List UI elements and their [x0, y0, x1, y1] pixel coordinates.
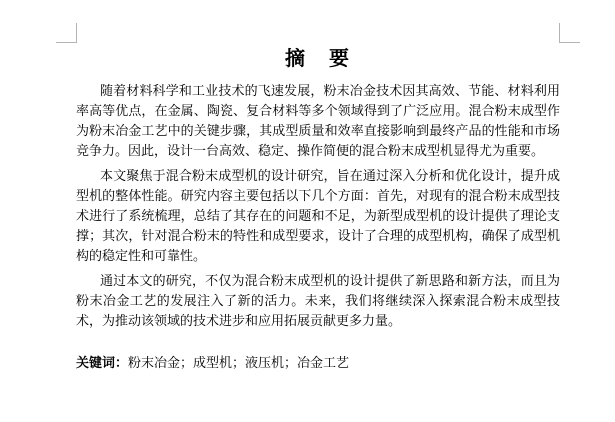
keywords-label: 关键词：	[76, 355, 129, 370]
abstract-paragraph-3: 通过本文的研究，不仅为混合粉末成型机的设计提供了新思路和新方法，而且为粉末冶金工艺的发展注入了新的活力。未来，我们将继续深入探索混合粉末成型技术，为推动该领域的技术进步和应用拓展贡献更多力量。	[76, 273, 560, 328]
margin-crop-mark-top-right-horizontal	[559, 42, 580, 43]
keywords-line	[76, 353, 560, 373]
margin-crop-mark-top-left-vertical	[76, 23, 77, 43]
text-body	[76, 43, 560, 373]
abstract-title: 摘 要	[285, 48, 351, 70]
abstract-paragraph-2: 本文聚焦于混合粉末成型机的设计研究，旨在通过深入分析和优化设计，提升成型机的整体性能。研究内容主要包括以下几个方面：首先，对现有的混合粉末成型技术进行了系统梳理，总结了其存在的问题和不足，为新型成型机的设计提供了理论支撑；其次，针对混合粉末的特性和成型要求，设计了合理的成型机构，确保了成型机构的稳定性和可靠性。	[76, 168, 560, 263]
margin-crop-mark-top-right-vertical	[559, 23, 560, 43]
keywords-value: 粉末冶金；成型机；液压机；冶金工艺	[128, 355, 350, 370]
margin-crop-mark-top-left-horizontal	[56, 42, 77, 43]
abstract-paragraph-1: 随着材料科学和工业技术的飞速发展，粉末冶金技术因其高效、节能、材料利用率高等优点，在金属、陶瓷、复合材料等多个领域得到了广泛应用。混合粉末成型作为粉末冶金工艺中的关键步骤，其成型质量和效率直接影响到最终产品的性能和市场竞争力。因此，设计一台高效、稳定、操作简便的混合粉末成型机显得尤为重要。	[76, 83, 560, 158]
